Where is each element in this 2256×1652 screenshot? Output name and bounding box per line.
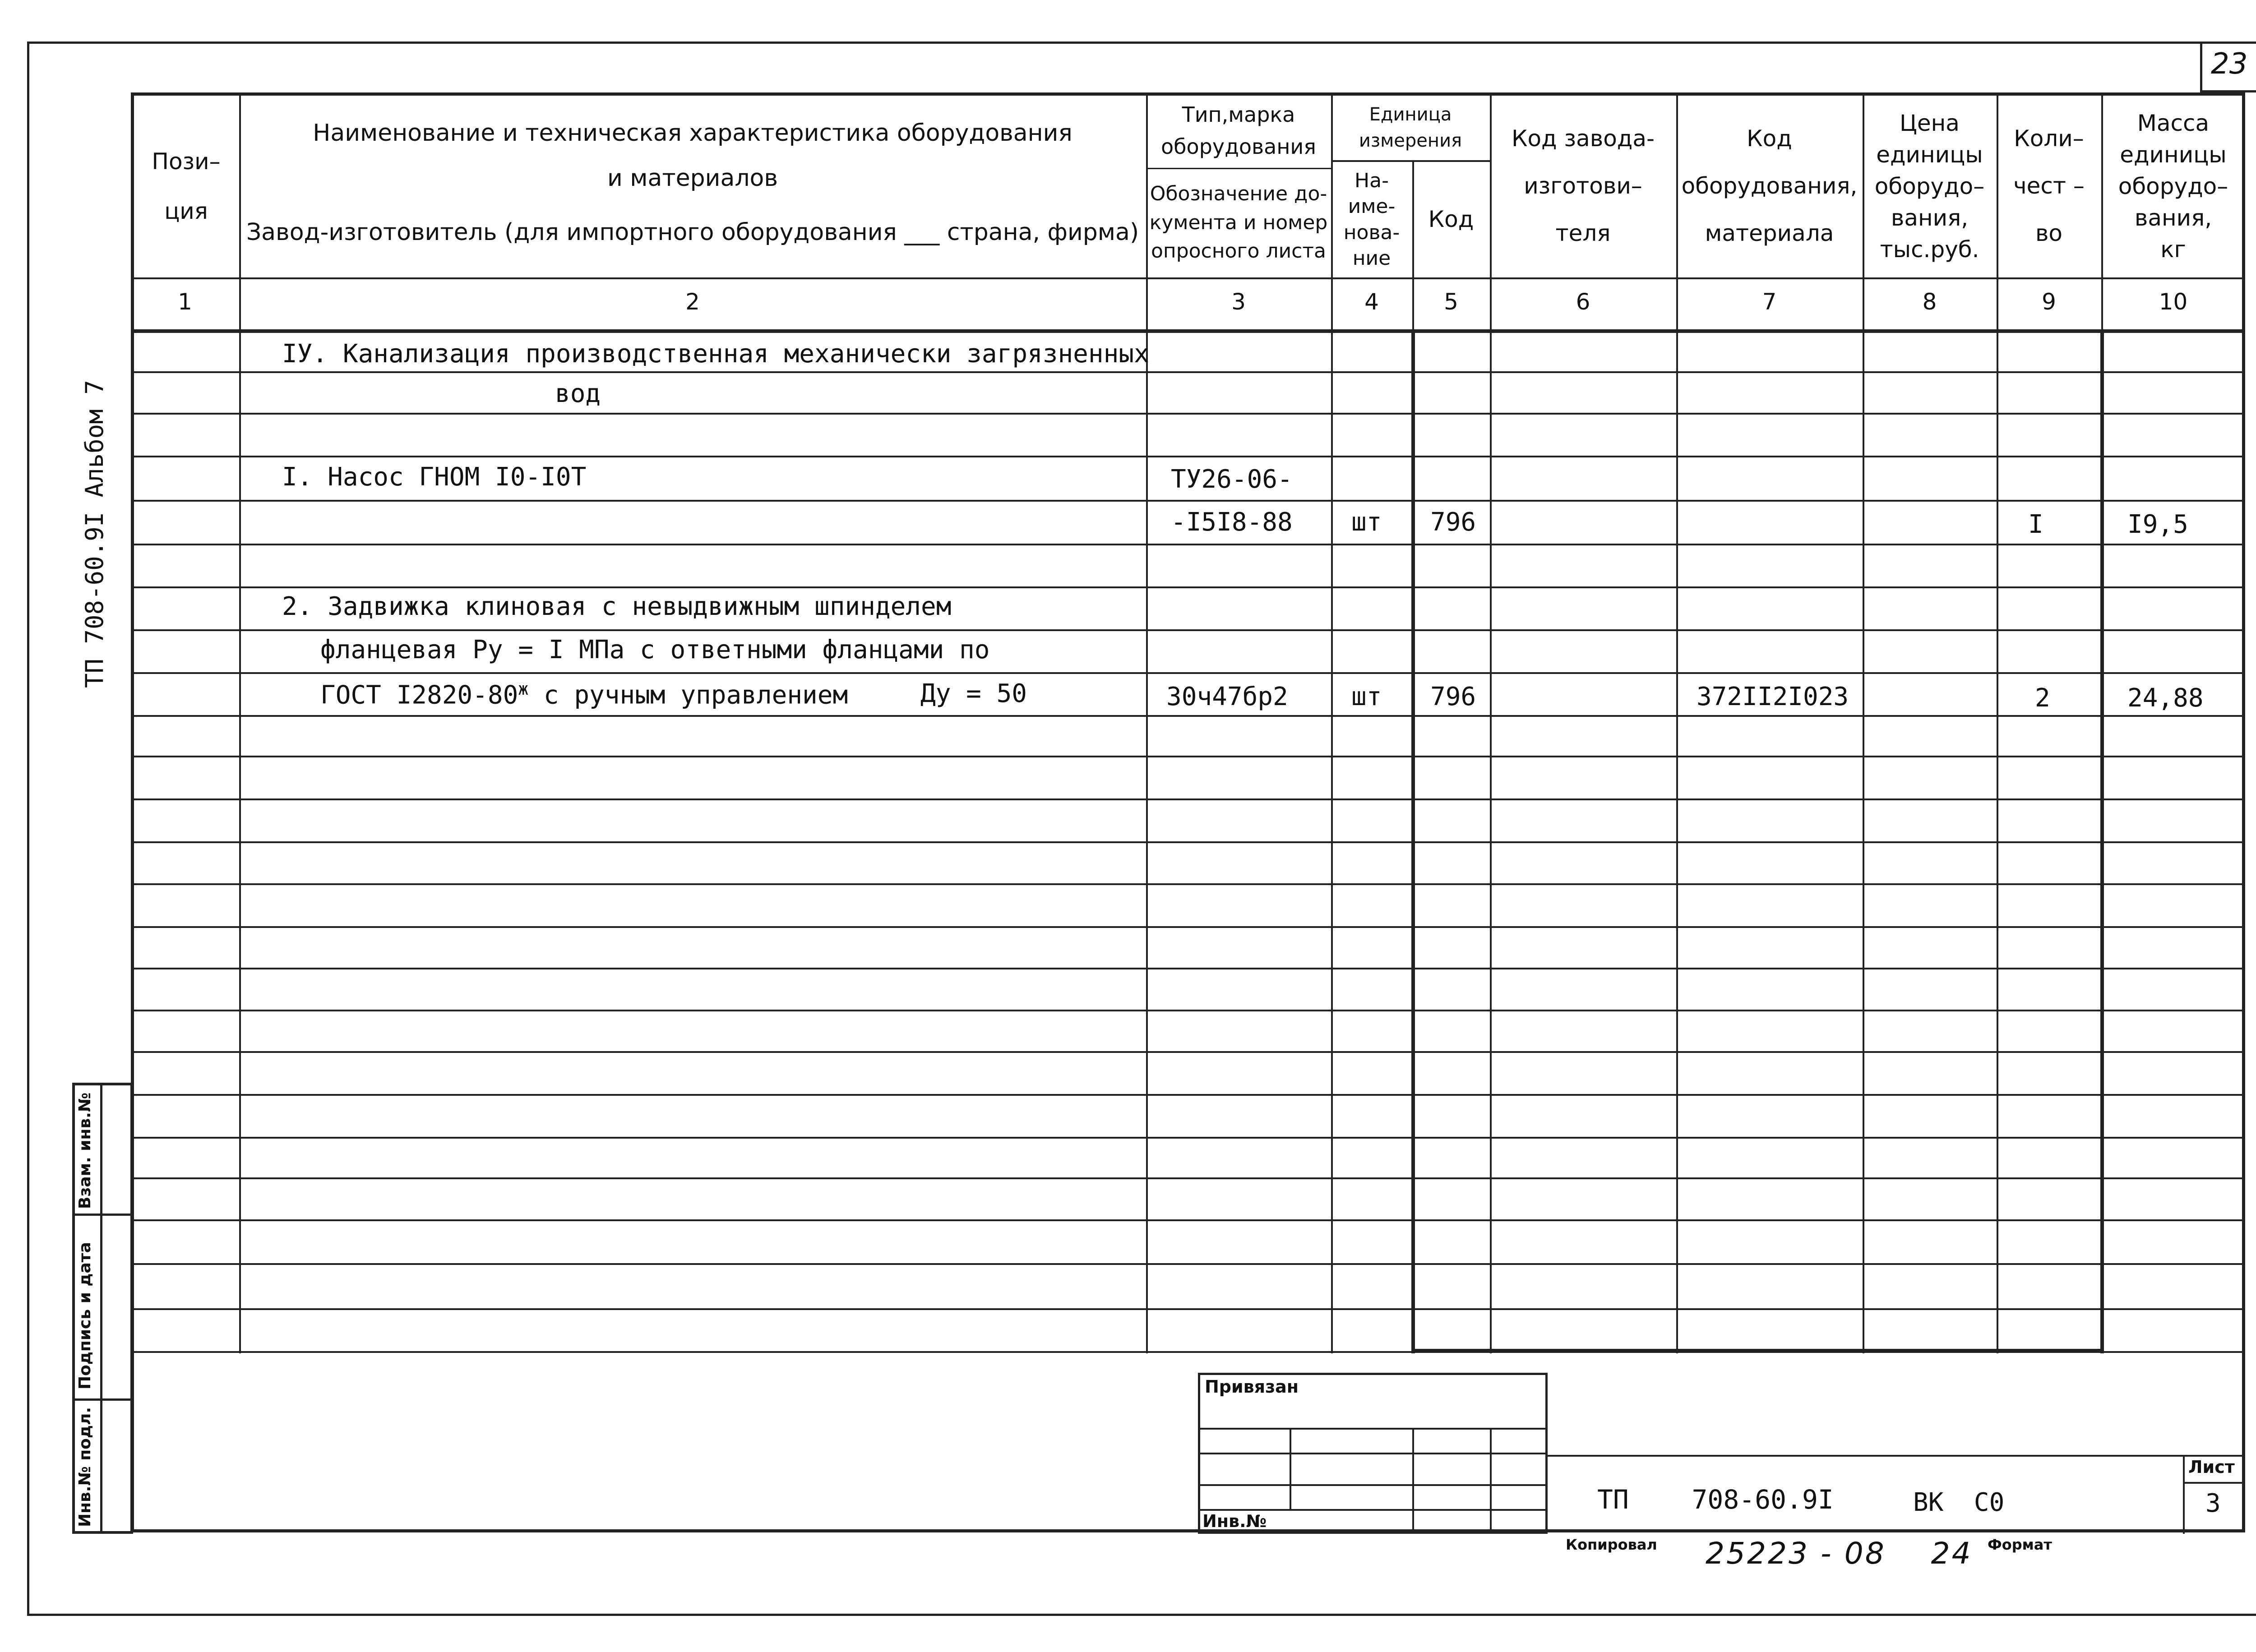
item2-code: 796 bbox=[1430, 682, 1476, 711]
sheet-corner-number: 23 bbox=[2211, 47, 2248, 81]
header-name-line1: Наименование и техническая характеристика оборудования bbox=[313, 120, 1073, 147]
row-line bbox=[131, 672, 2245, 674]
item1-code: 796 bbox=[1430, 508, 1476, 537]
col-number: 10 bbox=[2159, 289, 2188, 315]
item2-qty: 2 bbox=[2035, 683, 2050, 713]
privyazan-col bbox=[1290, 1428, 1291, 1509]
header-equipment-code: Код оборудования, материала bbox=[1681, 125, 1858, 247]
row-line bbox=[131, 1263, 2245, 1265]
row-line bbox=[131, 1308, 2245, 1310]
row-line bbox=[131, 1177, 2245, 1179]
row-line bbox=[131, 586, 2245, 588]
privyazan-label: Привязан bbox=[1205, 1377, 1299, 1397]
header-unit-group: Единица измерения bbox=[1359, 104, 1462, 151]
row-line bbox=[131, 413, 2245, 415]
col-number: 2 bbox=[685, 289, 700, 315]
header-position: Пози– ция bbox=[152, 148, 221, 224]
row-line bbox=[131, 841, 2245, 843]
header-price: Цена единицы оборудо– вания, тыс.руб. bbox=[1874, 110, 1985, 263]
item1-type: ТУ26-06- bbox=[1171, 465, 1293, 494]
col-number: 3 bbox=[1231, 289, 1246, 315]
header-quantity: Коли– чест – во bbox=[2013, 125, 2085, 247]
margin-inv-label: Инв.№ подл. bbox=[76, 1407, 94, 1527]
item2-gost-mark: ж bbox=[518, 679, 529, 699]
col-number: 8 bbox=[1922, 289, 1937, 315]
list-value: 3 bbox=[2205, 1489, 2221, 1518]
col-line-6 bbox=[1676, 92, 1678, 1353]
row-line bbox=[131, 968, 2245, 969]
col-line-8 bbox=[1997, 92, 1998, 1353]
header-bottom-line bbox=[131, 277, 2245, 279]
margin-vzam-label: Взам. инв.№ bbox=[76, 1092, 94, 1209]
header-unit-code: Код bbox=[1428, 206, 1474, 232]
privyazan-row bbox=[1198, 1428, 1548, 1430]
row-line bbox=[131, 1219, 2245, 1221]
item2-name-cont: фланцевая Ру = I МПа с ответными фланцами по bbox=[320, 635, 990, 664]
privyazan-row bbox=[1198, 1453, 1548, 1454]
privyazan-row bbox=[1198, 1509, 1548, 1511]
item2-type: 30ч47бр2 bbox=[1166, 682, 1288, 711]
col-number: 4 bbox=[1364, 289, 1379, 315]
row-line bbox=[131, 1094, 2245, 1096]
col-line-3 bbox=[1331, 92, 1333, 1353]
privyazan-col bbox=[1490, 1428, 1492, 1534]
col-number: 5 bbox=[1444, 289, 1458, 315]
item1-unit: шт bbox=[1351, 508, 1382, 537]
margin-podpis-label: Подпись и дата bbox=[76, 1242, 94, 1389]
doc-reference-vertical: ТП 708-60.9I Альбом 7 bbox=[80, 380, 109, 688]
col-line-1 bbox=[239, 92, 241, 1353]
header-type-top: Тип,марка оборудования bbox=[1161, 102, 1316, 159]
section-title: IУ. Канализация производственная механически загрязненных bbox=[282, 339, 1149, 369]
document-code: ТП 708-60.9I bbox=[1597, 1484, 1834, 1515]
header-mass: Масса единицы оборудо– вания, кг bbox=[2118, 110, 2228, 263]
row-line bbox=[131, 544, 2245, 545]
margin-stamp-sep bbox=[72, 1214, 133, 1216]
item2-gost: ГОСТ I2820-80 bbox=[320, 680, 518, 710]
item2-du: Ду = 50 bbox=[920, 679, 1027, 708]
header-name-line2: и материалов bbox=[607, 165, 778, 192]
format-label: Формат bbox=[1988, 1536, 2052, 1553]
item1-name: I. Насос ГНОМ I0-I0Т bbox=[282, 462, 587, 492]
item1-mass: I9,5 bbox=[2127, 510, 2188, 539]
margin-stamp-sep bbox=[72, 1398, 133, 1401]
table-body-bottom bbox=[131, 1351, 2245, 1353]
row-line bbox=[131, 500, 2245, 502]
col-line-2 bbox=[1146, 92, 1148, 1353]
col-line-5 bbox=[1490, 92, 1492, 1353]
header-name-line3: Завод-изготовитель (для импортного оборудования ___ страна, фирма) bbox=[246, 219, 1139, 246]
header-type-bottom: Обозначение до- кумента и номер опросного листа bbox=[1149, 182, 1328, 263]
header-unit-name: На- име- нова- ние bbox=[1343, 169, 1400, 270]
col-number: 9 bbox=[2042, 289, 2056, 315]
item1-qty: I bbox=[2028, 510, 2043, 539]
item2-unit: шт bbox=[1351, 682, 1382, 711]
header-name-cell bbox=[239, 95, 1146, 277]
row-line bbox=[131, 798, 2245, 800]
col-number: 1 bbox=[178, 289, 192, 315]
item2-gost-tail: с ручным управлением bbox=[528, 680, 848, 710]
row-line bbox=[131, 715, 2245, 717]
row-line bbox=[131, 1010, 2245, 1011]
privyazan-col bbox=[1412, 1428, 1414, 1534]
col-line-7 bbox=[1863, 92, 1864, 1353]
kopiroval-label: Копировал bbox=[1566, 1536, 1657, 1553]
item2-equipment-code: 372II2I023 bbox=[1697, 682, 1849, 711]
row-line bbox=[131, 629, 2245, 631]
stamp-top-line bbox=[1548, 1455, 2245, 1457]
row-line bbox=[131, 456, 2245, 457]
row-line bbox=[131, 756, 2245, 757]
item2-name-gost bbox=[320, 679, 848, 710]
section-title-cont: вод bbox=[555, 379, 601, 408]
document-mark: ВК С0 bbox=[1913, 1488, 2005, 1517]
list-divider bbox=[2183, 1455, 2185, 1534]
list-label: Лист bbox=[2188, 1457, 2235, 1477]
row-line bbox=[131, 926, 2245, 928]
item2-name: 2. Задвижка клиновая с невыдвижным шпинделем bbox=[282, 592, 952, 621]
item1-type-cont: -I5I8-88 bbox=[1171, 508, 1293, 537]
row-line bbox=[131, 371, 2245, 373]
list-label-line bbox=[2183, 1482, 2245, 1484]
row-line bbox=[131, 883, 2245, 885]
col-number: 6 bbox=[1576, 289, 1590, 315]
handwritten-number: 25223 - 08 24 bbox=[1706, 1536, 1973, 1571]
header-factory-code: Код завода- изготови– теля bbox=[1511, 125, 1655, 247]
col-number: 7 bbox=[1762, 289, 1777, 315]
numbers-bottom-line bbox=[131, 329, 2245, 333]
privyazan-row bbox=[1198, 1484, 1548, 1486]
row-line bbox=[131, 1051, 2245, 1053]
margin-stamp-divider bbox=[100, 1083, 102, 1534]
item2-mass: 24,88 bbox=[2127, 683, 2204, 713]
inv-no-label: Инв.№ bbox=[1202, 1511, 1267, 1531]
row-line bbox=[131, 1137, 2245, 1139]
